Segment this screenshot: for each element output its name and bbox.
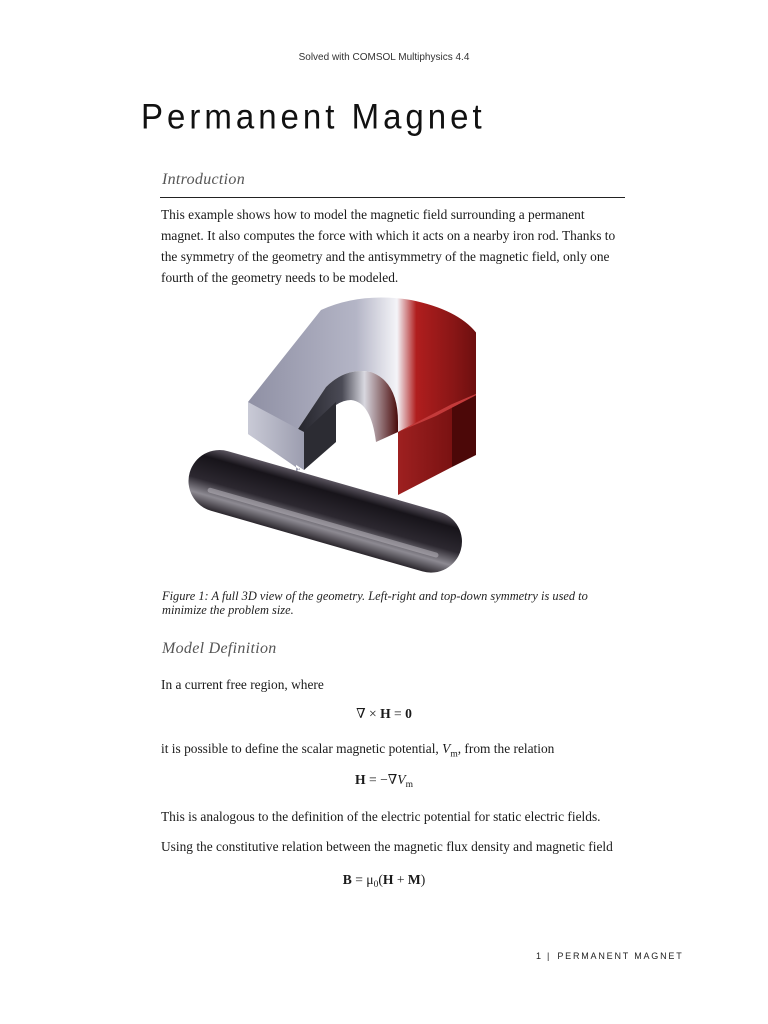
var-sub: m [450, 749, 458, 760]
section-rule [160, 197, 625, 198]
eq-h: H [355, 772, 366, 787]
eq-b: B [342, 872, 352, 887]
eq-equals: = −∇ [365, 772, 398, 787]
document-title: Permanent Magnet [141, 96, 486, 136]
paragraph-current-free: In a current free region, where [161, 677, 324, 692]
eq-sub: 0 [373, 880, 379, 890]
eq-operator: ∇ × [356, 706, 381, 721]
paragraph-constitutive: Using the constitutive relation between the magnetic flux density and magnetic field [161, 839, 613, 854]
eq-m: M [407, 872, 421, 887]
eq-paren: ( [378, 872, 383, 887]
page-footer [536, 951, 684, 961]
text-line: fourth of the geometry needs to be modeled. [161, 270, 399, 285]
paragraph-analogous: This is analogous to the definition of the electric potential for static electric fields. [161, 809, 601, 824]
eq-h: H [382, 872, 394, 887]
text-run: it is possible to define the scalar magnetic potential, [161, 741, 443, 756]
page-number: 1 [536, 951, 542, 961]
text-run: , from the relation [457, 741, 555, 756]
footer-separator: | [547, 951, 550, 961]
eq-var-v: V [397, 772, 406, 787]
text-line: the symmetry of the geometry and the antisymmetry of the magnetic field, only one [161, 249, 610, 264]
equation-b-field [0, 872, 768, 890]
caption-line: Figure 1: A full 3D view of the geometry. Left-right and top-down symmetry is used to [162, 589, 588, 603]
caption-line: minimize the problem size. [162, 603, 294, 617]
eq-equals: = μ [351, 872, 374, 887]
eq-plus: + [393, 872, 408, 887]
var-v: V [442, 741, 451, 756]
section-heading-model-definition: Model Definition [162, 640, 277, 657]
text-line: This example shows how to model the magnetic field surrounding a permanent [161, 207, 585, 222]
figure-caption [162, 589, 622, 617]
section-heading-introduction: Introduction [162, 171, 245, 188]
equation-h-gradient [0, 772, 768, 790]
running-title: PERMANENT MAGNET [557, 951, 684, 961]
text-line: magnet. It also computes the force with which it acts on a nearby iron rod. Thanks to [161, 228, 616, 243]
eq-h: H [380, 706, 391, 721]
eq-zero: 0 [405, 706, 412, 721]
page-header: Solved with COMSOL Multiphysics 4.4 [298, 52, 470, 63]
magnet-geometry-figure [176, 292, 476, 574]
eq-paren: ) [420, 872, 426, 887]
eq-equals: = [390, 706, 406, 721]
eq-sub: m [405, 780, 413, 790]
equation-curl-h [0, 706, 768, 722]
introduction-paragraph [161, 204, 631, 288]
paragraph-scalar-potential [161, 738, 631, 766]
